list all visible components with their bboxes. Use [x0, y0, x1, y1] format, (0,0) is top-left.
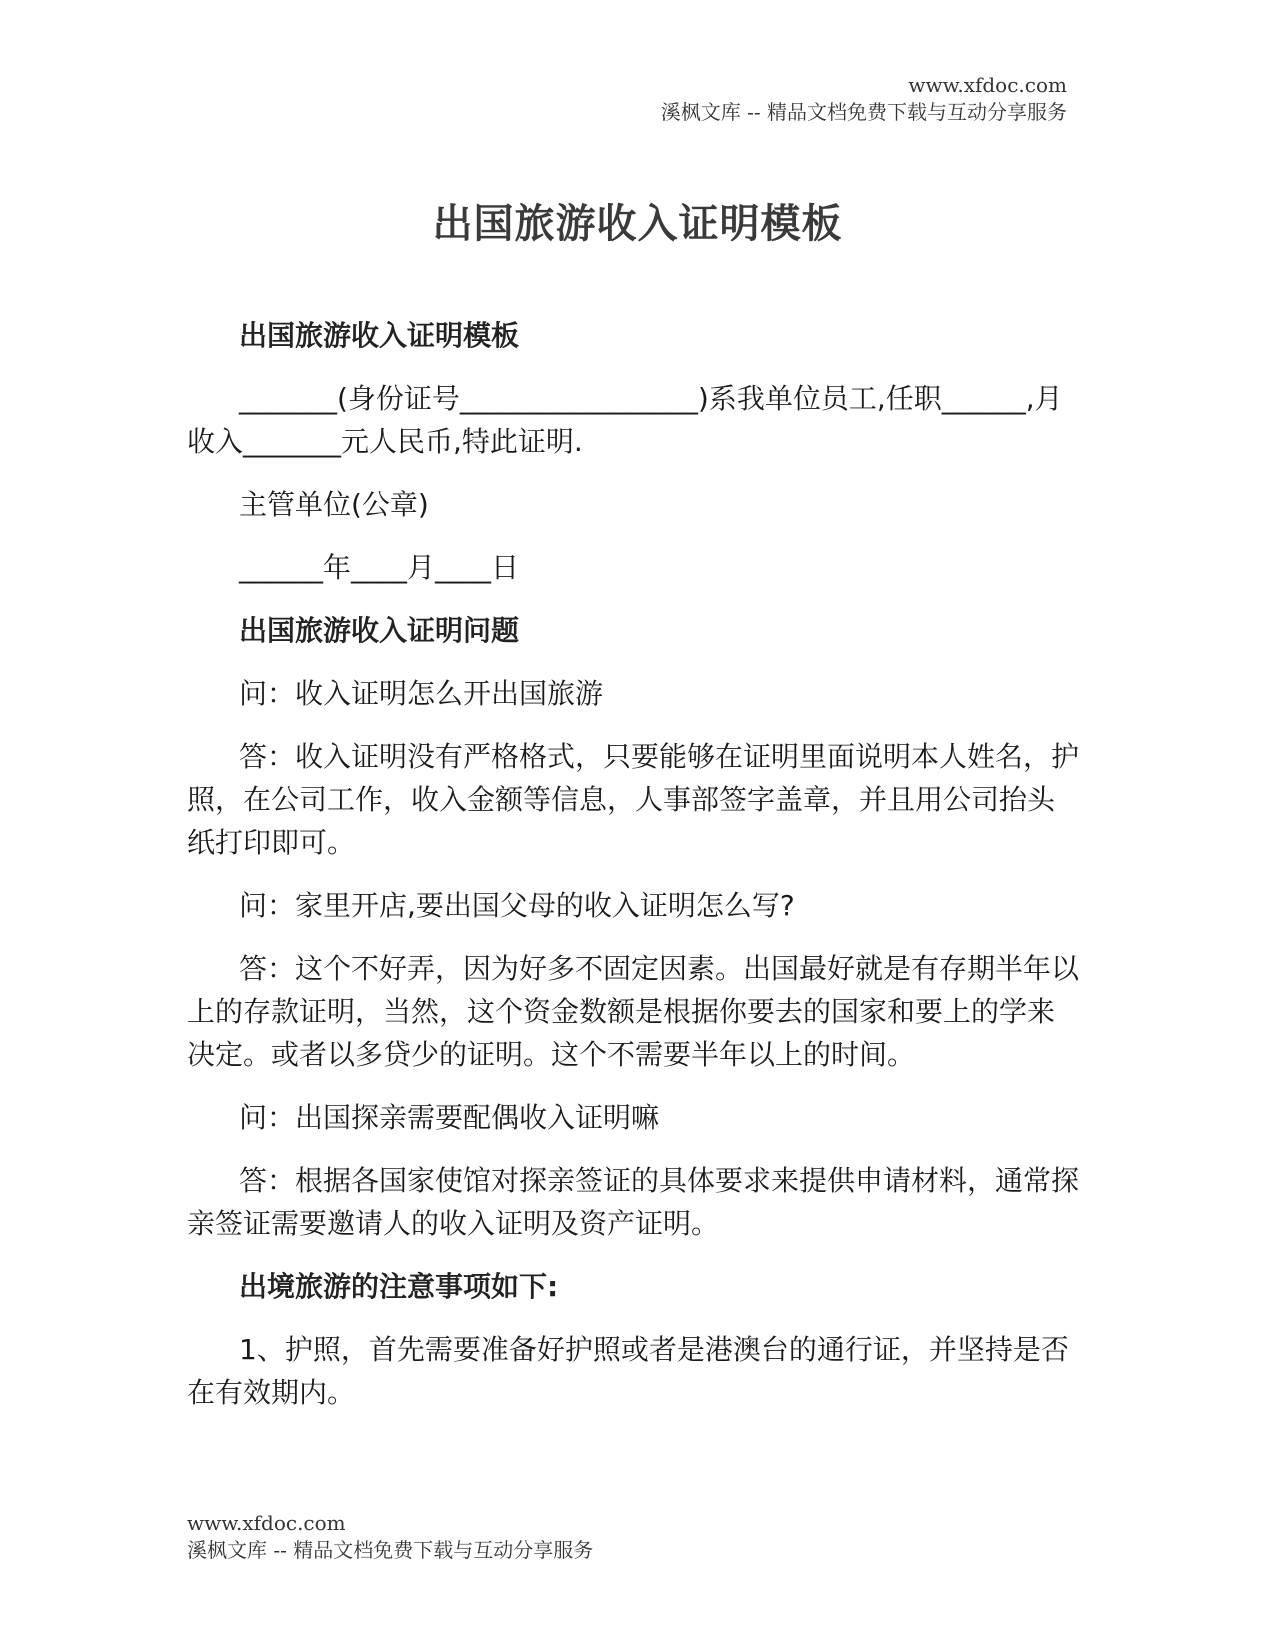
footer-tagline: 溪枫文库 -- 精品文档免费下载与互动分享服务	[187, 1538, 594, 1562]
section-heading-questions: 出国旅游收入证明问题	[239, 614, 520, 647]
page-header	[661, 72, 1067, 126]
certificate-text: _______(身份证号_________________)系我单位员工,任职______,月收入_______元人民币,特此证明.	[187, 382, 1063, 458]
note-item-1: 1、护照，首先需要准备好护照或者是港澳台的通行证，并坚持是否在有效期内。	[187, 1333, 1069, 1409]
date-line: ______年____月____日	[239, 551, 520, 584]
question-1: 问：收入证明怎么开出国旅游	[239, 677, 604, 710]
answer-2: 答：这个不好弄，因为好多不固定因素。出国最好就是有存期半年以上的存款证明，当然，这个资金数额是根据你要去的国家和要上的学来决定。或者以多贷少的证明。这个不需要半年以上的时间。	[187, 952, 1080, 1071]
page-footer	[187, 1510, 593, 1564]
header-tagline: 溪枫文库 -- 精品文档免费下载与互动分享服务	[660, 100, 1067, 124]
answer-1: 答：收入证明没有严格格式，只要能够在证明里面说明本人姓名，护照，在公司工作，收入金额等信息，人事部签字盖章，并且用公司抬头纸打印即可。	[187, 740, 1080, 859]
document-title: 出国旅游收入证明模板	[432, 201, 843, 247]
section-heading-template: 出国旅游收入证明模板	[239, 319, 520, 352]
answer-3: 答：根据各国家使馆对探亲签证的具体要求来提供申请材料，通常探亲签证需要邀请人的收入证明及资产证明。	[187, 1164, 1080, 1240]
document-body	[187, 314, 1082, 1434]
question-3: 问：出国探亲需要配偶收入证明嘛	[239, 1101, 660, 1134]
header-site-link[interactable]: www.xfdoc.com	[908, 73, 1067, 97]
section-heading-notes: 出境旅游的注意事项如下:	[239, 1270, 559, 1303]
issuer-line: 主管单位(公章)	[239, 488, 429, 521]
question-2: 问：家里开店,要出国父母的收入证明怎么写?	[239, 889, 795, 922]
footer-site-link[interactable]: www.xfdoc.com	[187, 1511, 346, 1535]
